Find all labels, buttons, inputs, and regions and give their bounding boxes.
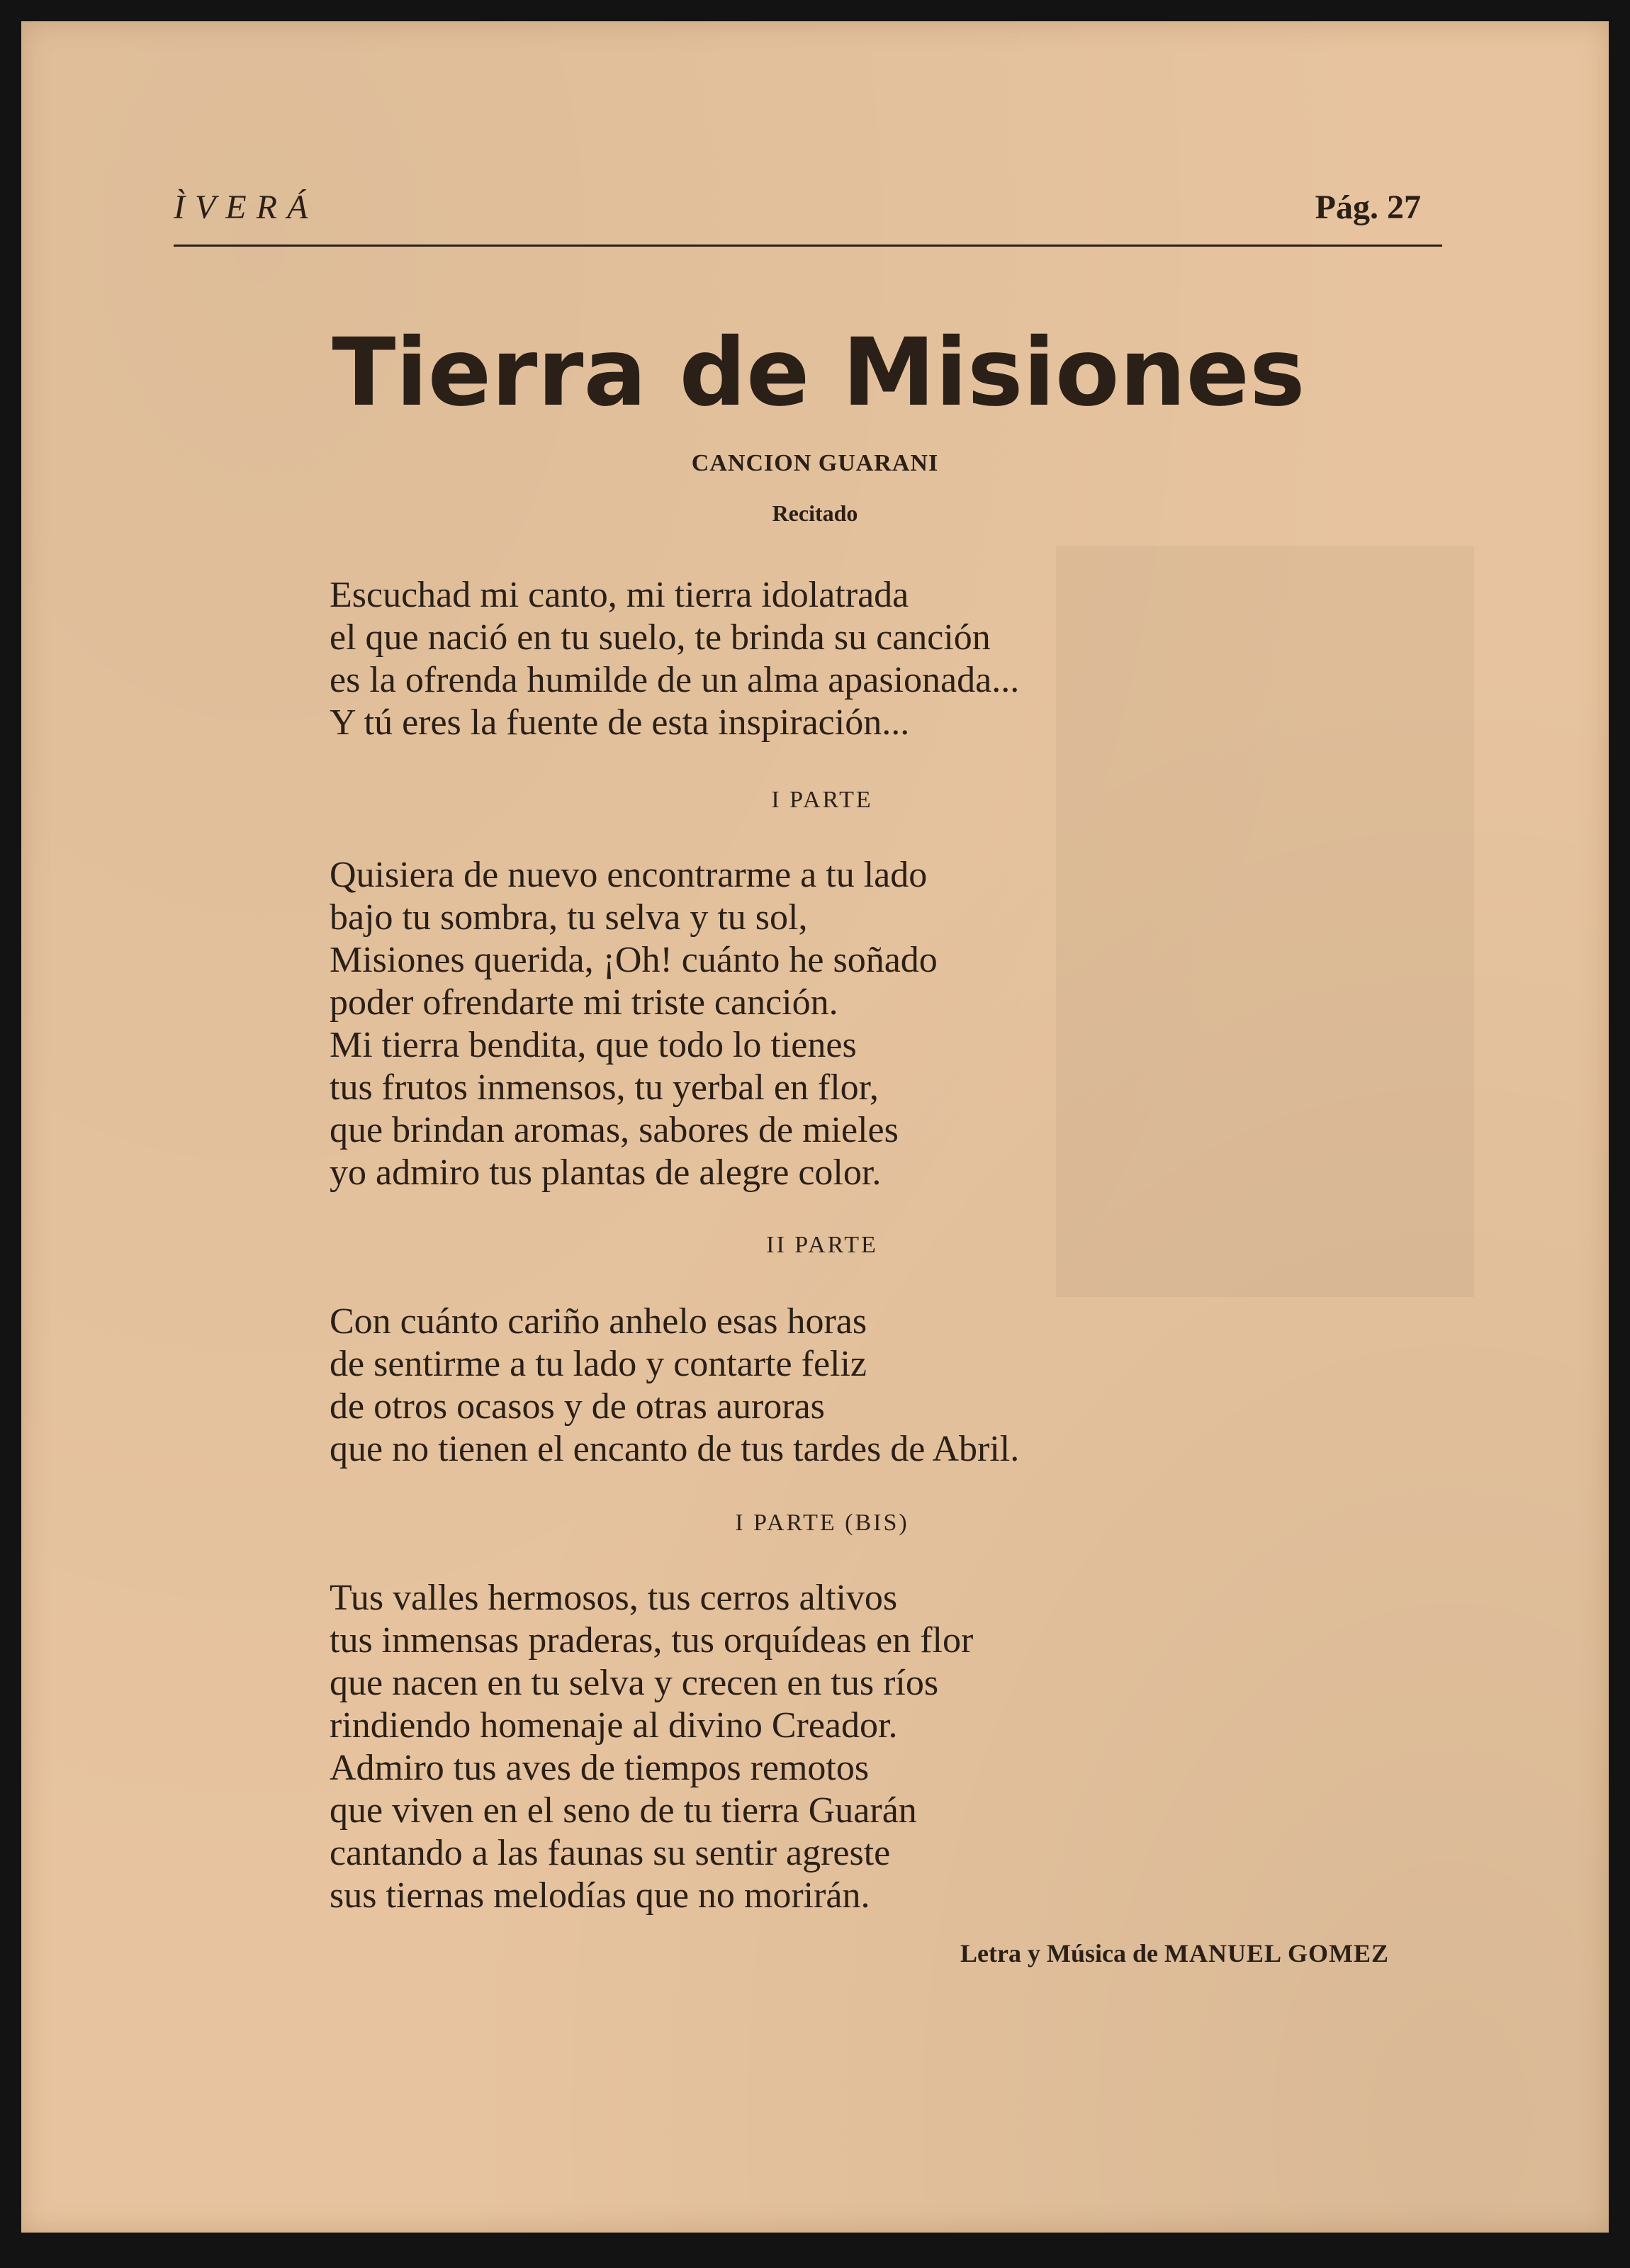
verse-line: que nacen en tu selva y crecen en tus ríos bbox=[330, 1663, 939, 1703]
header-divider bbox=[174, 245, 1442, 247]
verse-line: tus frutos inmensos, tu yerbal en flor, bbox=[330, 1067, 879, 1108]
verse-line: cantando a las faunas su sentir agreste bbox=[330, 1833, 891, 1873]
part-heading: II PARTE bbox=[766, 1232, 878, 1258]
song-credit bbox=[960, 1938, 1389, 1968]
song-title: Tierra de Misiones bbox=[332, 318, 1305, 427]
verse-line: Con cuánto cariño anhelo esas horas bbox=[330, 1301, 867, 1342]
paper-stain bbox=[1056, 546, 1474, 1297]
verse-line: el que nació en tu suelo, te brinda su canción bbox=[330, 617, 991, 658]
verse-line: poder ofrendarte mi triste canción. bbox=[330, 982, 838, 1023]
verse-line: que brindan aromas, sabores de mieles bbox=[330, 1110, 899, 1150]
part-heading: I PARTE (BIS) bbox=[735, 1510, 909, 1536]
verse-line: bajo tu sombra, tu selva y tu sol, bbox=[330, 897, 808, 938]
verse-line: Mi tierra bendita, que todo lo tienes bbox=[330, 1025, 857, 1065]
intro-stanza bbox=[330, 574, 1019, 744]
magazine-page bbox=[21, 21, 1609, 2233]
verse-line: sus tiernas melodías que no morirán. bbox=[330, 1875, 870, 1916]
part2-stanza bbox=[330, 1301, 1019, 1471]
verse-line: Misiones querida, ¡Oh! cuánto he soñado bbox=[330, 940, 938, 980]
verse-line: Admiro tus aves de tiempos remotos bbox=[330, 1748, 870, 1788]
verse-line: que viven en el seno de tu tierra Guarán bbox=[330, 1790, 917, 1831]
verse-line: que no tienen el encanto de tus tardes de Abril. bbox=[330, 1429, 1020, 1469]
verse-line: tus inmensas praderas, tus orquídeas en flor bbox=[330, 1620, 974, 1661]
magazine-name: ÌVERÁ bbox=[174, 189, 318, 226]
credit-prefix: Letra y Música de bbox=[960, 1939, 1158, 1967]
verse-line: es la ofrenda humilde de un alma apasionada... bbox=[330, 660, 1020, 700]
part-heading: I PARTE bbox=[771, 787, 873, 813]
verse-line: de otros ocasos y de otras auroras bbox=[330, 1386, 825, 1427]
song-subtitle: CANCION GUARANI bbox=[691, 450, 939, 476]
verse-line: Quisiera de nuevo encontrarme a tu lado bbox=[330, 855, 928, 895]
credit-author: MANUEL GOMEZ bbox=[1164, 1939, 1389, 1967]
part1-stanza bbox=[330, 854, 938, 1194]
part1bis-stanza bbox=[330, 1577, 973, 1917]
verse-line: Escuchad mi canto, mi tierra idolatrada bbox=[330, 575, 909, 615]
recitado-label: Recitado bbox=[772, 500, 858, 526]
verse-line: Y tú eres la fuente de esta inspiración... bbox=[330, 702, 910, 743]
verse-line: de sentirme a tu lado y contarte feliz bbox=[330, 1344, 867, 1384]
verse-line: rindiendo homenaje al divino Creador. bbox=[330, 1705, 898, 1746]
verse-line: Tus valles hermosos, tus cerros altivos bbox=[330, 1578, 898, 1618]
page-number: Pág. 27 bbox=[1315, 189, 1421, 226]
verse-line: yo admiro tus plantas de alegre color. bbox=[330, 1152, 882, 1193]
